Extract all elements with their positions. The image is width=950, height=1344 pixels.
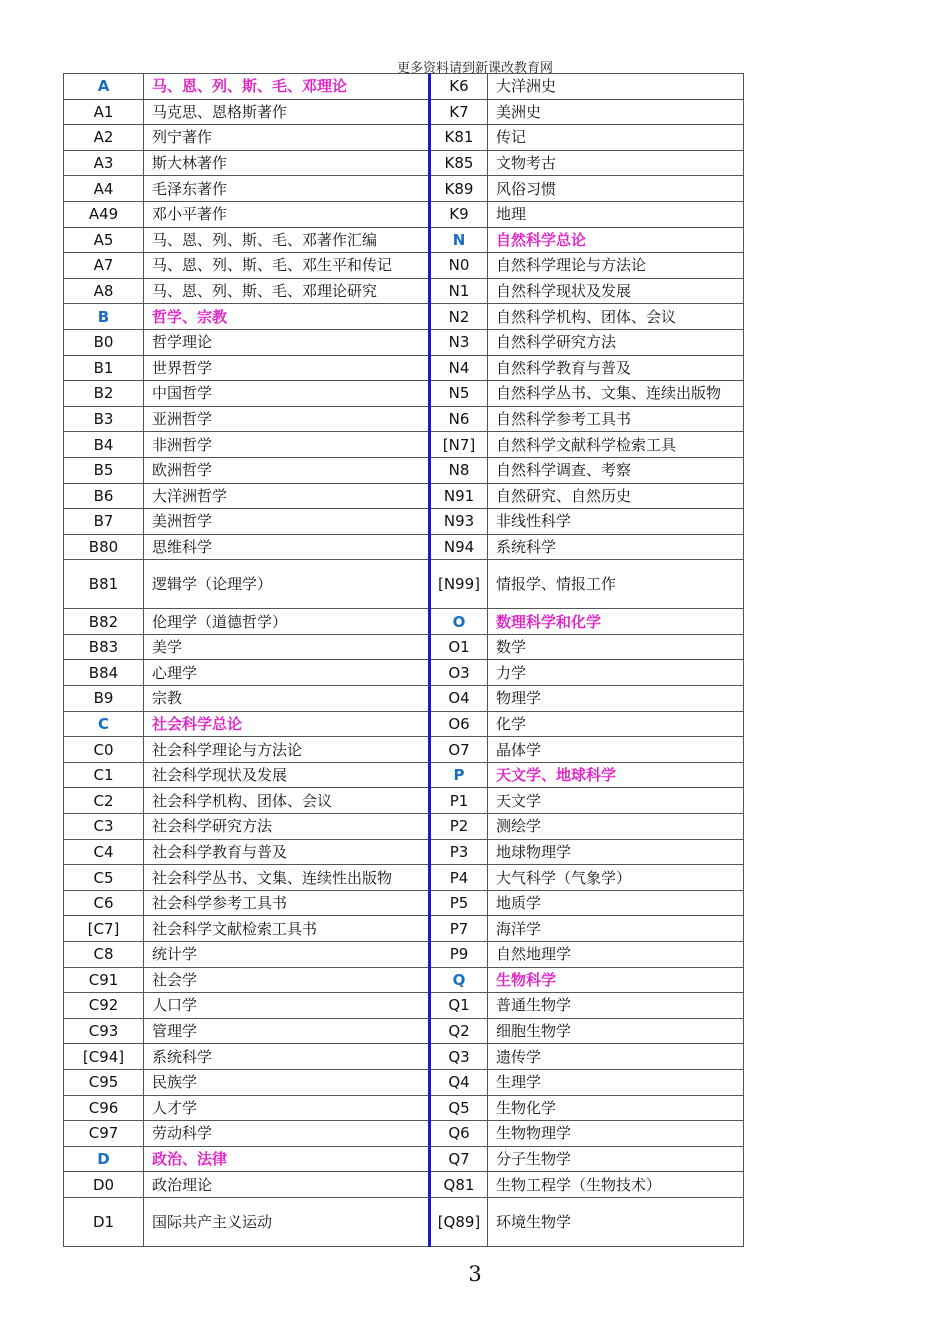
table-row bbox=[64, 150, 744, 176]
right-code-cell: N bbox=[430, 227, 488, 253]
table-row bbox=[64, 1197, 744, 1246]
table-row bbox=[64, 381, 744, 407]
right-name-cell: 自然科学机构、团体、会议 bbox=[488, 304, 744, 330]
left-code-cell: B4 bbox=[64, 432, 144, 458]
right-name-cell: 传记 bbox=[488, 125, 744, 151]
table-row bbox=[64, 839, 744, 865]
right-code-cell: N6 bbox=[430, 406, 488, 432]
table-row bbox=[64, 483, 744, 509]
right-name-cell: 数学 bbox=[488, 634, 744, 660]
left-name-cell: 中国哲学 bbox=[144, 381, 430, 407]
right-name-cell: 自然科学研究方法 bbox=[488, 329, 744, 355]
left-code-cell: A1 bbox=[64, 99, 144, 125]
table-row bbox=[64, 660, 744, 686]
right-name-cell: 生物化学 bbox=[488, 1095, 744, 1121]
right-code-cell: N91 bbox=[430, 483, 488, 509]
table-row bbox=[64, 406, 744, 432]
left-code-cell: D1 bbox=[64, 1197, 144, 1246]
right-name-cell: 生理学 bbox=[488, 1069, 744, 1095]
table-row bbox=[64, 788, 744, 814]
left-name-cell: 美学 bbox=[144, 634, 430, 660]
left-code-cell: B bbox=[64, 304, 144, 330]
right-code-cell: Q7 bbox=[430, 1146, 488, 1172]
right-name-cell: 力学 bbox=[488, 660, 744, 686]
left-code-cell: C93 bbox=[64, 1018, 144, 1044]
right-code-cell: O7 bbox=[430, 737, 488, 763]
right-code-cell: P9 bbox=[430, 942, 488, 968]
right-code-cell: O1 bbox=[430, 634, 488, 660]
table-row bbox=[64, 1121, 744, 1147]
table-row bbox=[64, 967, 744, 993]
left-code-cell: D0 bbox=[64, 1172, 144, 1198]
classification-table-body bbox=[64, 74, 744, 1247]
right-code-cell: Q4 bbox=[430, 1069, 488, 1095]
left-name-cell: 斯大林著作 bbox=[144, 150, 430, 176]
table-row bbox=[64, 1095, 744, 1121]
left-code-cell: B2 bbox=[64, 381, 144, 407]
left-name-cell: 毛泽东著作 bbox=[144, 176, 430, 202]
left-name-cell: 马、恩、列、斯、毛、邓生平和传记 bbox=[144, 253, 430, 279]
right-name-cell: 自然地理学 bbox=[488, 942, 744, 968]
table-row bbox=[64, 916, 744, 942]
left-code-cell: [C7] bbox=[64, 916, 144, 942]
left-name-cell: 宗教 bbox=[144, 686, 430, 712]
table-row bbox=[64, 201, 744, 227]
right-code-cell: P4 bbox=[430, 865, 488, 891]
left-code-cell: C8 bbox=[64, 942, 144, 968]
left-name-cell: 社会科学研究方法 bbox=[144, 814, 430, 840]
left-code-cell: B80 bbox=[64, 534, 144, 560]
right-code-cell: K7 bbox=[430, 99, 488, 125]
left-code-cell: B84 bbox=[64, 660, 144, 686]
right-code-cell: [N7] bbox=[430, 432, 488, 458]
left-name-cell: 政治、法律 bbox=[144, 1146, 430, 1172]
left-code-cell: A7 bbox=[64, 253, 144, 279]
right-code-cell: Q5 bbox=[430, 1095, 488, 1121]
right-code-cell: N8 bbox=[430, 457, 488, 483]
table-row bbox=[64, 1172, 744, 1198]
left-code-cell: C6 bbox=[64, 890, 144, 916]
left-code-cell: A bbox=[64, 74, 144, 100]
left-code-cell: B83 bbox=[64, 634, 144, 660]
left-name-cell: 非洲哲学 bbox=[144, 432, 430, 458]
right-code-cell: N5 bbox=[430, 381, 488, 407]
right-name-cell: 普通生物学 bbox=[488, 993, 744, 1019]
right-code-cell: K85 bbox=[430, 150, 488, 176]
right-code-cell: Q1 bbox=[430, 993, 488, 1019]
page-number: 3 bbox=[468, 1262, 482, 1286]
right-code-cell: N2 bbox=[430, 304, 488, 330]
right-code-cell: N0 bbox=[430, 253, 488, 279]
right-name-cell: 自然科学总论 bbox=[488, 227, 744, 253]
left-name-cell: 社会科学教育与普及 bbox=[144, 839, 430, 865]
left-code-cell: C97 bbox=[64, 1121, 144, 1147]
left-code-cell: B7 bbox=[64, 509, 144, 535]
table-row bbox=[64, 942, 744, 968]
right-name-cell: 自然科学丛书、文集、连续出版物 bbox=[488, 381, 744, 407]
right-code-cell: Q81 bbox=[430, 1172, 488, 1198]
right-name-cell: 自然研究、自然历史 bbox=[488, 483, 744, 509]
left-name-cell: 邓小平著作 bbox=[144, 201, 430, 227]
left-code-cell: C0 bbox=[64, 737, 144, 763]
table-row bbox=[64, 534, 744, 560]
left-name-cell: 社会科学丛书、文集、连续性出版物 bbox=[144, 865, 430, 891]
right-code-cell: K6 bbox=[430, 74, 488, 100]
left-code-cell: D bbox=[64, 1146, 144, 1172]
right-name-cell: 遗传学 bbox=[488, 1044, 744, 1070]
right-name-cell: 非线性科学 bbox=[488, 509, 744, 535]
classification-table bbox=[63, 73, 744, 1247]
right-name-cell: 地质学 bbox=[488, 890, 744, 916]
table-row bbox=[64, 125, 744, 151]
right-name-cell: 生物科学 bbox=[488, 967, 744, 993]
left-name-cell: 系统科学 bbox=[144, 1044, 430, 1070]
left-code-cell: B82 bbox=[64, 609, 144, 635]
right-name-cell: 大气科学（气象学） bbox=[488, 865, 744, 891]
left-code-cell: B6 bbox=[64, 483, 144, 509]
right-name-cell: 自然科学文献科学检索工具 bbox=[488, 432, 744, 458]
right-name-cell: 数理科学和化学 bbox=[488, 609, 744, 635]
left-code-cell: C91 bbox=[64, 967, 144, 993]
table-row bbox=[64, 509, 744, 535]
left-name-cell: 大洋洲哲学 bbox=[144, 483, 430, 509]
left-name-cell: 逻辑学（论理学） bbox=[144, 560, 430, 609]
right-name-cell: 大洋洲史 bbox=[488, 74, 744, 100]
right-name-cell: 自然科学理论与方法论 bbox=[488, 253, 744, 279]
right-code-cell: Q2 bbox=[430, 1018, 488, 1044]
right-name-cell: 风俗习惯 bbox=[488, 176, 744, 202]
left-name-cell: 人口学 bbox=[144, 993, 430, 1019]
right-name-cell: 物理学 bbox=[488, 686, 744, 712]
right-code-cell: Q3 bbox=[430, 1044, 488, 1070]
left-name-cell: 社会学 bbox=[144, 967, 430, 993]
left-code-cell: B0 bbox=[64, 329, 144, 355]
right-code-cell: K9 bbox=[430, 201, 488, 227]
right-name-cell: 天文学、地球科学 bbox=[488, 762, 744, 788]
left-code-cell: A4 bbox=[64, 176, 144, 202]
left-name-cell: 管理学 bbox=[144, 1018, 430, 1044]
right-name-cell: 生物工程学（生物技术） bbox=[488, 1172, 744, 1198]
right-code-cell: O6 bbox=[430, 711, 488, 737]
right-name-cell: 自然科学参考工具书 bbox=[488, 406, 744, 432]
left-name-cell: 马、恩、列、斯、毛、邓著作汇编 bbox=[144, 227, 430, 253]
left-name-cell: 劳动科学 bbox=[144, 1121, 430, 1147]
left-name-cell: 民族学 bbox=[144, 1069, 430, 1095]
left-name-cell: 人才学 bbox=[144, 1095, 430, 1121]
right-name-cell: 测绘学 bbox=[488, 814, 744, 840]
right-code-cell: O3 bbox=[430, 660, 488, 686]
right-name-cell: 生物物理学 bbox=[488, 1121, 744, 1147]
left-code-cell: B1 bbox=[64, 355, 144, 381]
table-row bbox=[64, 329, 744, 355]
table-row bbox=[64, 253, 744, 279]
right-name-cell: 分子生物学 bbox=[488, 1146, 744, 1172]
right-name-cell: 系统科学 bbox=[488, 534, 744, 560]
left-name-cell: 哲学理论 bbox=[144, 329, 430, 355]
left-name-cell: 亚洲哲学 bbox=[144, 406, 430, 432]
table-row bbox=[64, 304, 744, 330]
left-name-cell: 社会科学理论与方法论 bbox=[144, 737, 430, 763]
right-name-cell: 天文学 bbox=[488, 788, 744, 814]
left-code-cell: C92 bbox=[64, 993, 144, 1019]
left-code-cell: C1 bbox=[64, 762, 144, 788]
right-code-cell: N3 bbox=[430, 329, 488, 355]
table-row bbox=[64, 227, 744, 253]
left-code-cell: A2 bbox=[64, 125, 144, 151]
left-name-cell: 马、恩、列、斯、毛、邓理论 bbox=[144, 74, 430, 100]
right-code-cell: [N99] bbox=[430, 560, 488, 609]
left-code-cell: C4 bbox=[64, 839, 144, 865]
table-row bbox=[64, 457, 744, 483]
right-name-cell: 环境生物学 bbox=[488, 1197, 744, 1246]
left-name-cell: 社会科学现状及发展 bbox=[144, 762, 430, 788]
right-code-cell: N93 bbox=[430, 509, 488, 535]
left-code-cell: B81 bbox=[64, 560, 144, 609]
table-row bbox=[64, 890, 744, 916]
right-name-cell: 地球物理学 bbox=[488, 839, 744, 865]
table-row bbox=[64, 1146, 744, 1172]
table-row bbox=[64, 634, 744, 660]
left-name-cell: 思维科学 bbox=[144, 534, 430, 560]
table-row bbox=[64, 993, 744, 1019]
right-code-cell: P2 bbox=[430, 814, 488, 840]
left-name-cell: 社会科学机构、团体、会议 bbox=[144, 788, 430, 814]
left-code-cell: [C94] bbox=[64, 1044, 144, 1070]
left-name-cell: 马、恩、列、斯、毛、邓理论研究 bbox=[144, 278, 430, 304]
right-code-cell: K89 bbox=[430, 176, 488, 202]
left-code-cell: A49 bbox=[64, 201, 144, 227]
left-code-cell: C2 bbox=[64, 788, 144, 814]
left-name-cell: 马克思、恩格斯著作 bbox=[144, 99, 430, 125]
right-name-cell: 自然科学现状及发展 bbox=[488, 278, 744, 304]
table-row bbox=[64, 355, 744, 381]
left-name-cell: 世界哲学 bbox=[144, 355, 430, 381]
left-name-cell: 政治理论 bbox=[144, 1172, 430, 1198]
right-code-cell: N94 bbox=[430, 534, 488, 560]
left-name-cell: 哲学、宗教 bbox=[144, 304, 430, 330]
right-name-cell: 细胞生物学 bbox=[488, 1018, 744, 1044]
right-code-cell: Q6 bbox=[430, 1121, 488, 1147]
right-name-cell: 地理 bbox=[488, 201, 744, 227]
left-name-cell: 欧洲哲学 bbox=[144, 457, 430, 483]
right-code-cell: N4 bbox=[430, 355, 488, 381]
table-row bbox=[64, 432, 744, 458]
left-code-cell: C5 bbox=[64, 865, 144, 891]
right-code-cell: Q bbox=[430, 967, 488, 993]
right-code-cell: O4 bbox=[430, 686, 488, 712]
right-name-cell: 晶体学 bbox=[488, 737, 744, 763]
table-row bbox=[64, 1069, 744, 1095]
right-code-cell: [Q89] bbox=[430, 1197, 488, 1246]
table-row bbox=[64, 74, 744, 100]
left-code-cell: C3 bbox=[64, 814, 144, 840]
table-row bbox=[64, 737, 744, 763]
right-code-cell: P7 bbox=[430, 916, 488, 942]
left-code-cell: C95 bbox=[64, 1069, 144, 1095]
table-row bbox=[64, 814, 744, 840]
left-code-cell: C96 bbox=[64, 1095, 144, 1121]
right-name-cell: 美洲史 bbox=[488, 99, 744, 125]
table-row bbox=[64, 686, 744, 712]
left-name-cell: 社会科学总论 bbox=[144, 711, 430, 737]
table-row bbox=[64, 560, 744, 609]
left-name-cell: 社会科学参考工具书 bbox=[144, 890, 430, 916]
right-name-cell: 情报学、情报工作 bbox=[488, 560, 744, 609]
table-row bbox=[64, 609, 744, 635]
left-name-cell: 列宁著作 bbox=[144, 125, 430, 151]
left-code-cell: A5 bbox=[64, 227, 144, 253]
left-code-cell: A8 bbox=[64, 278, 144, 304]
table-row bbox=[64, 1044, 744, 1070]
table-row bbox=[64, 711, 744, 737]
table-row bbox=[64, 762, 744, 788]
left-code-cell: C bbox=[64, 711, 144, 737]
left-name-cell: 心理学 bbox=[144, 660, 430, 686]
right-name-cell: 自然科学教育与普及 bbox=[488, 355, 744, 381]
left-code-cell: B9 bbox=[64, 686, 144, 712]
left-name-cell: 统计学 bbox=[144, 942, 430, 968]
left-name-cell: 社会科学文献检索工具书 bbox=[144, 916, 430, 942]
table-row bbox=[64, 176, 744, 202]
table-row bbox=[64, 99, 744, 125]
right-code-cell: N1 bbox=[430, 278, 488, 304]
right-code-cell: O bbox=[430, 609, 488, 635]
right-name-cell: 海洋学 bbox=[488, 916, 744, 942]
right-code-cell: P bbox=[430, 762, 488, 788]
page-header: 更多资料请到新课改教育网 bbox=[396, 61, 553, 76]
right-code-cell: P1 bbox=[430, 788, 488, 814]
left-name-cell: 美洲哲学 bbox=[144, 509, 430, 535]
table-row bbox=[64, 1018, 744, 1044]
right-name-cell: 自然科学调查、考察 bbox=[488, 457, 744, 483]
table-row bbox=[64, 278, 744, 304]
right-code-cell: K81 bbox=[430, 125, 488, 151]
right-code-cell: P3 bbox=[430, 839, 488, 865]
right-name-cell: 文物考古 bbox=[488, 150, 744, 176]
right-name-cell: 化学 bbox=[488, 711, 744, 737]
left-code-cell: B5 bbox=[64, 457, 144, 483]
left-name-cell: 国际共产主义运动 bbox=[144, 1197, 430, 1246]
left-name-cell: 伦理学（道德哲学） bbox=[144, 609, 430, 635]
table-row bbox=[64, 865, 744, 891]
right-code-cell: P5 bbox=[430, 890, 488, 916]
left-code-cell: B3 bbox=[64, 406, 144, 432]
left-code-cell: A3 bbox=[64, 150, 144, 176]
